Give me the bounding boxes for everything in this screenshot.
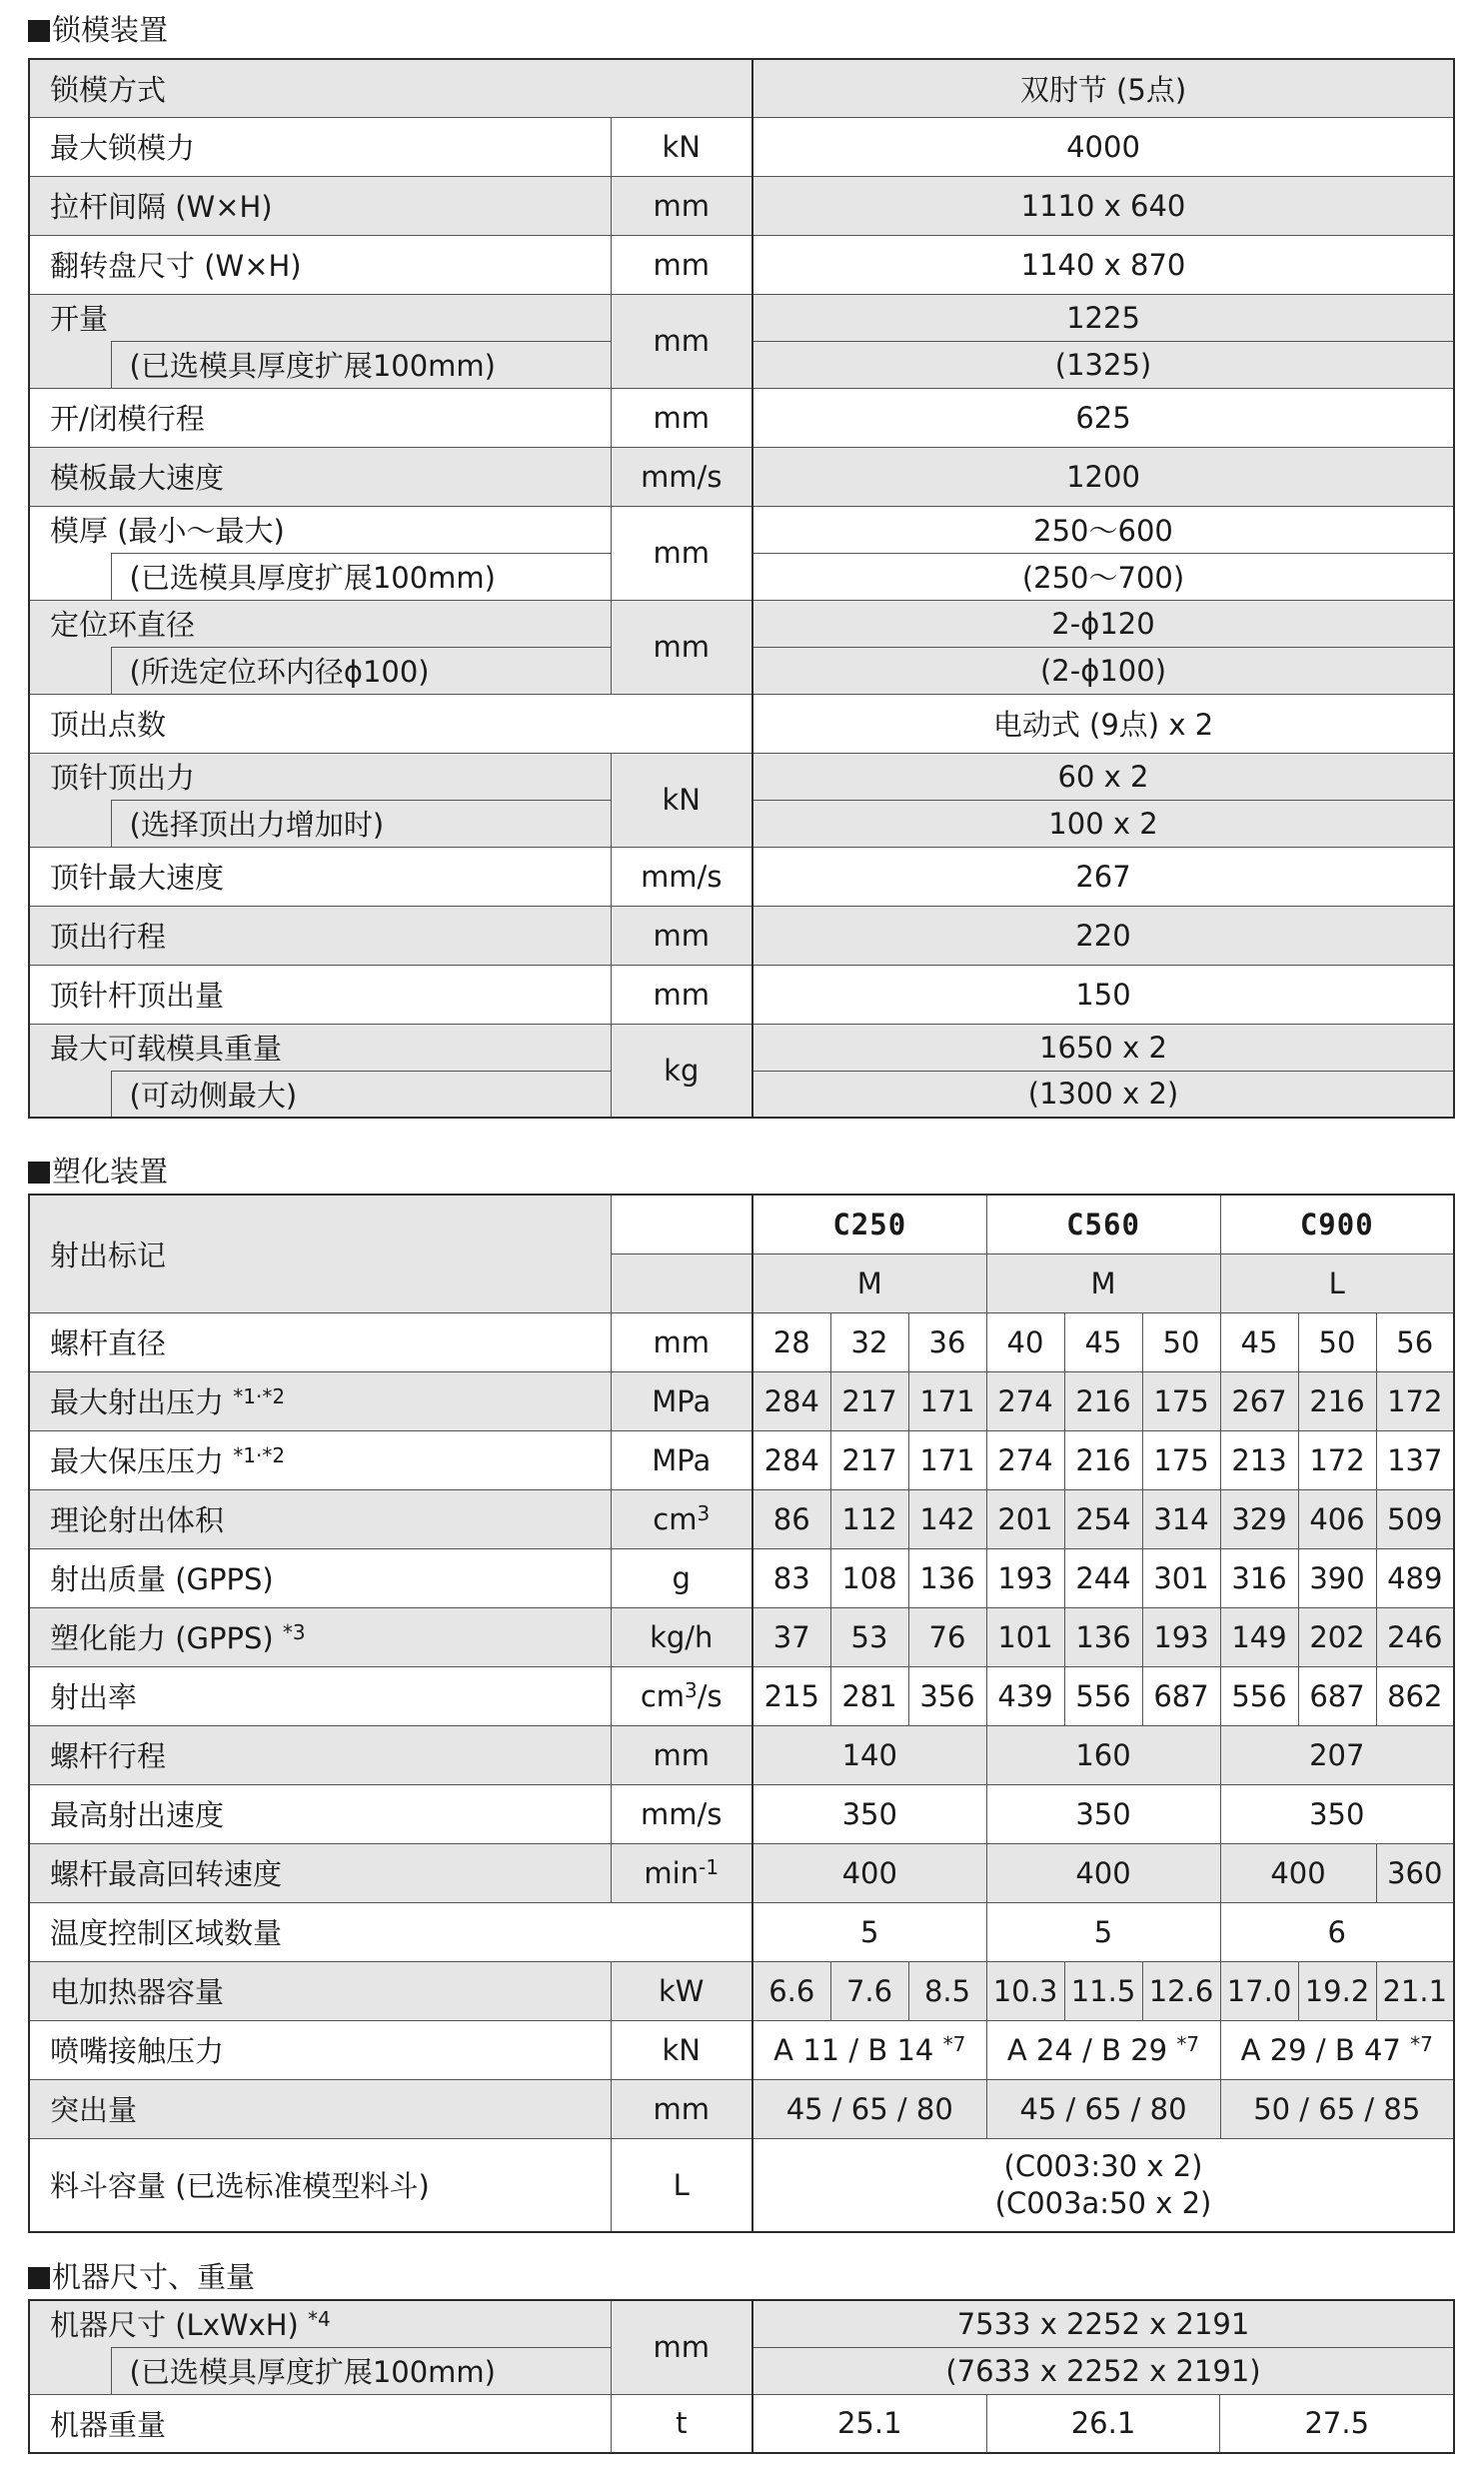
table-row: 射出标记 C250 C560 C900 — [29, 1195, 1454, 1253]
table-row: 机器重量 t 25.1 26.1 27.5 — [29, 2394, 1454, 2453]
table-row: 顶出行程 mm 220 — [29, 906, 1454, 965]
table-row: 料斗容量 (已选标准模型料斗) L (C003:30 x 2) (C003a:50 x 2) — [29, 2138, 1454, 2232]
plasticizing-table — [28, 1194, 1455, 2233]
table-row: 最大可载模具重量 kg 1650 x 2 — [29, 1024, 1454, 1071]
table-row: 开量 mm 1225 — [29, 294, 1454, 341]
table-row: 塑化能力 (GPPS) $^{*3}$ kg/h 37 53 76 101 136 193 149 202 246 — [29, 1607, 1454, 1666]
table-row: 模厚 (最小～最大) mm 250～600 — [29, 506, 1454, 553]
table-row: 锁模方式 双肘节 (5点) — [29, 59, 1454, 117]
table-row: 顶针杆顶出量 mm 150 — [29, 965, 1454, 1024]
table-row: 最大保压压力 $^{*1\cdot*2}$ MPa 284 217 171 274 216 175 213 172 137 — [29, 1430, 1454, 1489]
table-row: 顶针顶出力 kN 60 x 2 — [29, 753, 1454, 800]
table-row: 翻转盘尺寸 (W×H) mm 1140 x 870 — [29, 235, 1454, 294]
table-row: 喷嘴接触压力 kN A 11 / B 14 $^{*7}$ A 24 / B 29 $^{*7}$ A 29 / B 47 $^{*7}$ — [29, 2020, 1454, 2079]
square-bullet-icon — [28, 2267, 50, 2289]
square-bullet-icon — [28, 1162, 50, 1184]
table-row: 最高射出速度 mm/s 350 350 350 — [29, 1784, 1454, 1843]
table-row: 最大射出压力 $^{*1\cdot*2}$ MPa 284 217 171 274 216 175 267 216 172 — [29, 1371, 1454, 1430]
table-row: 定位环直径 mm 2-ϕ120 — [29, 600, 1454, 647]
table-row: M M L — [29, 1253, 1454, 1312]
table-row: (选择顶出力增加时) 100 x 2 — [29, 800, 1454, 847]
table-row: 螺杆最高回转速度 $\min^{-1}$ 400 400 400 360 — [29, 1843, 1454, 1902]
table-row: 射出质量 (GPPS) g 83 108 136 193 244 301 316 390 489 — [29, 1548, 1454, 1607]
section-title-dimensions: 机器尺寸、重量 — [28, 2259, 255, 2295]
section-title-clamping: 锁模装置 — [28, 12, 168, 48]
table-row: 螺杆行程 mm 140 160 207 — [29, 1725, 1454, 1784]
table-row: 模板最大速度 mm/s 1200 — [29, 447, 1454, 506]
table-row: 顶出点数 电动式 (9点) x 2 — [29, 694, 1454, 753]
table-row: (已选模具厚度扩展100mm) (1325) — [29, 341, 1454, 388]
table-row: 螺杆直径 mm 28 32 36 40 45 50 45 50 56 — [29, 1312, 1454, 1371]
table-row: 顶针最大速度 mm/s 267 — [29, 847, 1454, 906]
table-row: 开/闭模行程 mm 625 — [29, 388, 1454, 447]
table-row: 射出率 $cm^3/s$ 215 281 356 439 556 687 556 687 862 — [29, 1666, 1454, 1725]
table-row: 最大锁模力 kN 4000 — [29, 117, 1454, 176]
table-row: 理论射出体积 $cm^3$ 86 112 142 201 254 314 329 406 509 — [29, 1489, 1454, 1548]
table-row: (可动侧最大) (1300 x 2) — [29, 1071, 1454, 1118]
dimensions-table — [28, 2299, 1455, 2454]
table-row: (所选定位环内径ϕ100) (2-ϕ100) — [29, 647, 1454, 694]
table-row: 突出量 mm 45 / 65 / 80 45 / 65 / 80 50 / 65 / 85 — [29, 2079, 1454, 2138]
table-row: 电加热器容量 kW 6.6 7.6 8.5 10.3 11.5 12.6 17.0 19.2 21.1 — [29, 1961, 1454, 2020]
square-bullet-icon — [28, 20, 50, 42]
table-row: 机器尺寸 (LxWxH) $^{*4}$ mm 7533 x 2252 x 2191 — [29, 2300, 1454, 2347]
table-row: 拉杆间隔 (W×H) mm 1110 x 640 — [29, 176, 1454, 235]
table-row: (已选模具厚度扩展100mm) (250～700) — [29, 553, 1454, 600]
table-row: 温度控制区域数量 5 5 6 — [29, 1902, 1454, 1961]
clamping-table — [28, 58, 1455, 1119]
table-row: (已选模具厚度扩展100mm) (7633 x 2252 x 2191) — [29, 2347, 1454, 2394]
section-title-plasticizing: 塑化装置 — [28, 1154, 168, 1190]
